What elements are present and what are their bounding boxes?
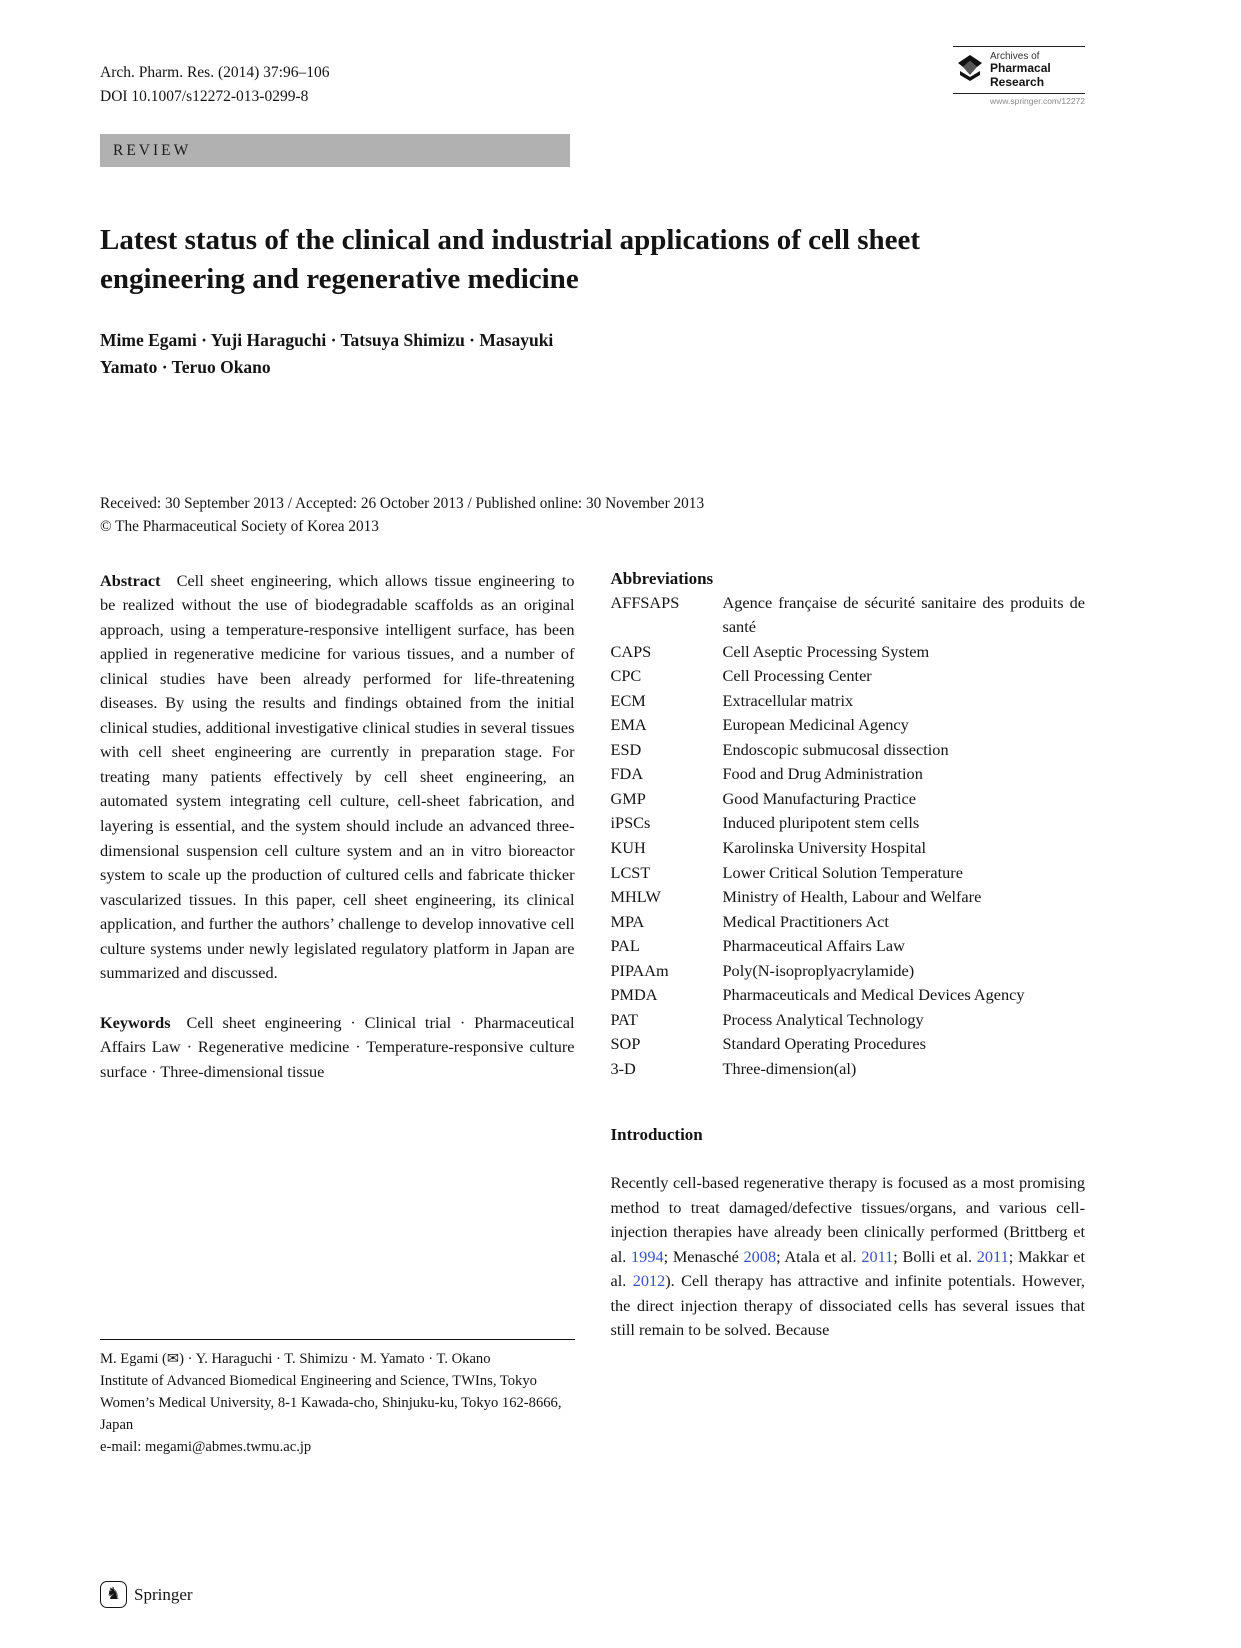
archives-pharmacal-logo-icon <box>955 53 985 88</box>
abbreviation-definition: Pharmaceutical Affairs Law <box>722 936 905 956</box>
introduction-text: ; Menasché <box>663 1246 744 1266</box>
abbreviation-row <box>611 762 1086 787</box>
footnote-email-line <box>100 1437 575 1459</box>
abbreviation-row <box>611 664 1086 689</box>
introduction-text: ; Atala et al. <box>776 1246 862 1266</box>
abbreviation-row <box>611 787 1086 812</box>
email-label: e-mail: <box>100 1438 145 1455</box>
abbreviation-definition: Poly(N-isoproplyacrylamide) <box>722 960 915 980</box>
left-column <box>100 569 575 1459</box>
abbreviation-term: ESD <box>610 739 642 759</box>
abbreviation-term: PAL <box>610 936 640 956</box>
abbreviation-definition: European Medicinal Agency <box>722 715 909 735</box>
abbreviation-row <box>611 640 1086 665</box>
abbreviation-term: 3-D <box>610 1058 636 1078</box>
abbreviation-definition: Standard Operating Procedures <box>722 1034 926 1054</box>
abbreviation-term: FDA <box>610 764 644 784</box>
author-list: Mime Egami · Yuji Haraguchi · Tatsuya Shimizu · Masayuki Yamato · Teruo Okano <box>100 329 554 377</box>
abbreviation-term: LCST <box>610 862 651 882</box>
abbreviation-term: CPC <box>610 666 642 686</box>
keywords-heading: Keywords <box>100 1012 171 1032</box>
journal-url: www.springer.com/12272 <box>990 96 1085 107</box>
abbreviation-row <box>611 959 1086 984</box>
abbreviation-term: PMDA <box>610 985 658 1005</box>
abbreviation-term: GMP <box>610 788 646 808</box>
abbreviation-definition: Ministry of Health, Labour and Welfare <box>722 887 982 907</box>
email-address-link[interactable]: megami@abmes.twmu.ac.jp <box>144 1438 312 1455</box>
introduction-text: ; Makkar et al. <box>610 1246 1086 1291</box>
introduction-section <box>611 1125 1086 1343</box>
correspondence-footnote <box>100 1339 575 1458</box>
abbreviation-row <box>611 910 1086 935</box>
introduction-text: Recently cell-based regenerative therapy is focused as a most promising method to treat damaged/defective tissues/organs, and various cell-injection therapies have already been clinically performed (Brittberg et al. <box>610 1173 1085 1266</box>
abbreviations-list <box>611 591 1086 1081</box>
abbreviation-term: CAPS <box>610 641 652 661</box>
abbreviation-row <box>611 738 1086 763</box>
abbreviation-term: MHLW <box>610 887 661 907</box>
journal-reference: Arch. Pharm. Res. (2014) 37:96–106 <box>100 64 330 81</box>
abbreviation-definition: Karolinska University Hospital <box>722 838 926 857</box>
keywords-text: Cell sheet engineering · Clinical trial · Pharmaceutical Affairs Law · Regenerative medicine · Temperature-responsive culture surface · Three-dimensional tissue <box>100 1012 575 1081</box>
citation-link[interactable]: 2008 <box>743 1246 777 1266</box>
received-accepted-published-line: Received: 30 September 2013 / Accepted: 26 October 2013 / Published online: 30 November 2013 <box>100 494 705 512</box>
paper-title: Latest status of the clinical and industrial applications of cell sheet engineering and regenerative medicine <box>100 224 921 295</box>
citation-link[interactable]: 2011 <box>976 1246 1009 1266</box>
abbreviation-row <box>611 1008 1086 1033</box>
abbreviation-row <box>611 811 1086 836</box>
abbreviation-term: PAT <box>610 1009 638 1029</box>
springer-horse-icon: ♞ <box>100 1581 127 1608</box>
abbreviation-definition: Agence française de sécurité sanitaire des produits de santé <box>722 592 1085 637</box>
publisher-footer <box>100 1581 193 1608</box>
abstract-paragraph <box>100 569 575 986</box>
citation-link[interactable]: 1994 <box>631 1246 664 1266</box>
logo-line-pharmacal: Pharmacal <box>990 61 1051 76</box>
abbreviation-term: KUH <box>610 838 646 857</box>
right-column <box>611 569 1086 1459</box>
page-header <box>100 46 1085 120</box>
abbreviation-definition: Extracellular matrix <box>722 690 854 710</box>
abbreviation-definition: Food and Drug Administration <box>722 764 923 784</box>
logo-text <box>990 51 1051 89</box>
copyright-line: © The Pharmaceutical Society of Korea 2013 <box>100 517 379 535</box>
logo-line-archives-of: Archives of <box>990 51 1040 62</box>
abbreviation-term: AFFSAPS <box>610 592 680 612</box>
introduction-text: ). Cell therapy has attractive and infinite potentials. However, the direct injection therapy of dissociated cells has several issues that still remain to be solved. Because <box>610 1271 1085 1340</box>
journal-meta <box>100 61 329 109</box>
abbreviation-definition: Lower Critical Solution Temperature <box>722 862 963 882</box>
abbreviation-row <box>611 861 1086 886</box>
citation-link[interactable]: 2011 <box>861 1246 894 1266</box>
footnote-affiliation: Institute of Advanced Biomedical Engineering and Science, TWIns, Tokyo Women’s Medical University, 8-1 Kawada-cho, Shinjuku-ku, Tokyo 162-8666, Japan <box>100 1373 562 1434</box>
abbreviation-definition: Pharmaceuticals and Medical Devices Agency <box>722 985 1025 1005</box>
abstract-text: Cell sheet engineering, which allows tissue engineering to be realized without the use of biodegradable scaffolds as an original approach, using a temperature-responsive intelligent surface, has been applied in regenerative medicine for various tissues, and a number of clinical studies have been already performed for life-threatening diseases. By using the results and findings obtained from the initial clinical studies, additional investigative clinical studies in several tissues with cell sheet engineering are currently in preparation stage. For treating many patients effectively by cell sheet engineering, an automated system integrating cell culture, cell-sheet fabrication, and layering is essential, and the system should include an advanced three-dimensional suspension cell culture system and an in vitro bioreactor system to scale up the production of cultured cells and fabricate thicker vascularized tissues. In this paper, cell sheet engineering, its clinical application, and further the authors’ challenge to develop innovative cell culture systems under newly legislated regulatory platform in Japan are summarized and discussed. <box>100 570 575 983</box>
abbreviation-row <box>611 1057 1086 1082</box>
abbreviation-definition: Good Manufacturing Practice <box>722 788 916 808</box>
abbreviation-row <box>611 934 1086 959</box>
abbreviation-definition: Induced pluripotent stem cells <box>722 813 920 833</box>
doi: DOI 10.1007/s12272-013-0299-8 <box>100 88 309 106</box>
abbreviation-term: iPSCs <box>610 813 651 833</box>
abbreviation-definition: Three-dimension(al) <box>722 1058 857 1078</box>
abbreviations-heading: Abbreviations <box>610 568 714 588</box>
abbreviation-row <box>611 689 1086 714</box>
abbreviation-row <box>611 836 1086 861</box>
keywords-paragraph <box>100 1011 575 1085</box>
abstract-heading: Abstract <box>100 570 161 590</box>
abbreviation-definition: Cell Aseptic Processing System <box>722 641 930 661</box>
introduction-heading: Introduction <box>610 1125 703 1145</box>
abbreviation-definition: Process Analytical Technology <box>722 1009 924 1029</box>
abbreviation-definition: Endoscopic submucosal dissection <box>722 739 949 759</box>
journal-logo <box>953 46 1085 106</box>
citation-link[interactable]: 2012 <box>632 1271 666 1291</box>
abbreviation-row <box>611 591 1086 640</box>
abbreviation-term: MPA <box>610 911 645 931</box>
abbreviation-term: ECM <box>610 690 646 710</box>
logo-line-research: Research <box>990 74 1045 89</box>
abbreviation-definition: Medical Practitioners Act <box>722 911 889 931</box>
abbreviation-term: EMA <box>610 715 647 735</box>
article-type-badge: REVIEW <box>100 134 570 167</box>
abbreviation-definition: Cell Processing Center <box>722 666 872 686</box>
article-history <box>100 493 1085 539</box>
abbreviation-row <box>611 713 1086 738</box>
publisher-name: Springer <box>134 1584 193 1604</box>
footnote-authors: M. Egami (✉) · Y. Haraguchi · T. Shimizu · M. Yamato · T. Okano <box>100 1351 491 1368</box>
abbreviation-row <box>611 983 1086 1008</box>
two-column-body <box>100 569 1085 1459</box>
abbreviation-term: PIPAAm <box>610 960 669 980</box>
introduction-text: ; Bolli et al. <box>893 1246 977 1266</box>
abbreviation-term: SOP <box>610 1034 641 1054</box>
introduction-paragraph <box>611 1171 1086 1343</box>
abbreviation-row <box>611 885 1086 910</box>
abbreviation-row <box>611 1032 1086 1057</box>
